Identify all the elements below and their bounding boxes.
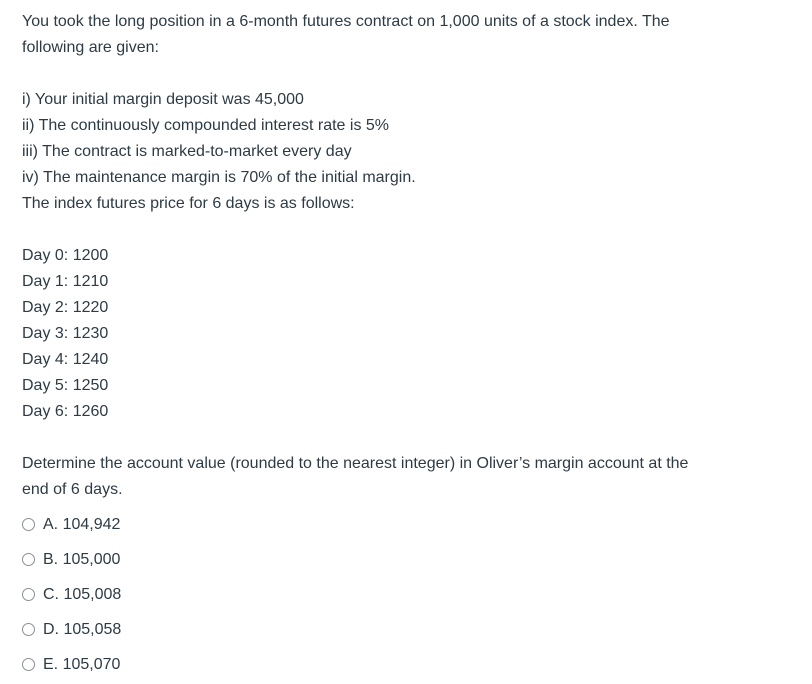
- option-label: C. 105,008: [43, 585, 122, 603]
- answer-option-a[interactable]: [22, 507, 790, 542]
- radio-button[interactable]: [22, 623, 35, 636]
- radio-button[interactable]: [22, 658, 35, 671]
- answer-option-c[interactable]: [22, 577, 790, 612]
- price-item: Day 4: 1240: [22, 351, 109, 368]
- answer-option-d[interactable]: [22, 612, 790, 647]
- futures-price-list: [22, 243, 790, 425]
- answer-option-b[interactable]: [22, 542, 790, 577]
- answer-option-e[interactable]: [22, 647, 790, 682]
- price-item: Day 0: 1200: [22, 247, 109, 264]
- radio-button[interactable]: [22, 553, 35, 566]
- given-item: i) Your initial margin deposit was 45,000: [22, 91, 304, 108]
- given-item: The index futures price for 6 days is as follows:: [22, 195, 355, 212]
- prompt-line: end of 6 days.: [22, 481, 123, 498]
- price-item: Day 2: 1220: [22, 299, 109, 316]
- option-label: D. 105,058: [43, 620, 122, 638]
- option-label: A. 104,942: [43, 515, 121, 533]
- question-prompt: [22, 451, 790, 503]
- prompt-line: Determine the account value (rounded to the nearest integer) in Oliver’s margin account at the: [22, 455, 689, 472]
- intro-line: following are given:: [22, 39, 159, 56]
- radio-button[interactable]: [22, 588, 35, 601]
- given-item: ii) The continuously compounded interest rate is 5%: [22, 117, 390, 134]
- given-item: iii) The contract is marked-to-market every day: [22, 143, 352, 160]
- price-item: Day 6: 1260: [22, 403, 109, 420]
- question-intro: [22, 9, 790, 61]
- given-item: iv) The maintenance margin is 70% of the initial margin.: [22, 169, 416, 186]
- intro-line: You took the long position in a 6-month futures contract on 1,000 units of a stock index. The: [22, 13, 670, 30]
- option-label: E. 105,070: [43, 655, 121, 673]
- option-label: B. 105,000: [43, 550, 121, 568]
- radio-button[interactable]: [22, 518, 35, 531]
- answer-options: [22, 507, 790, 682]
- price-item: Day 1: 1210: [22, 273, 109, 290]
- price-item: Day 5: 1250: [22, 377, 109, 394]
- given-conditions: [22, 87, 790, 217]
- price-item: Day 3: 1230: [22, 325, 109, 342]
